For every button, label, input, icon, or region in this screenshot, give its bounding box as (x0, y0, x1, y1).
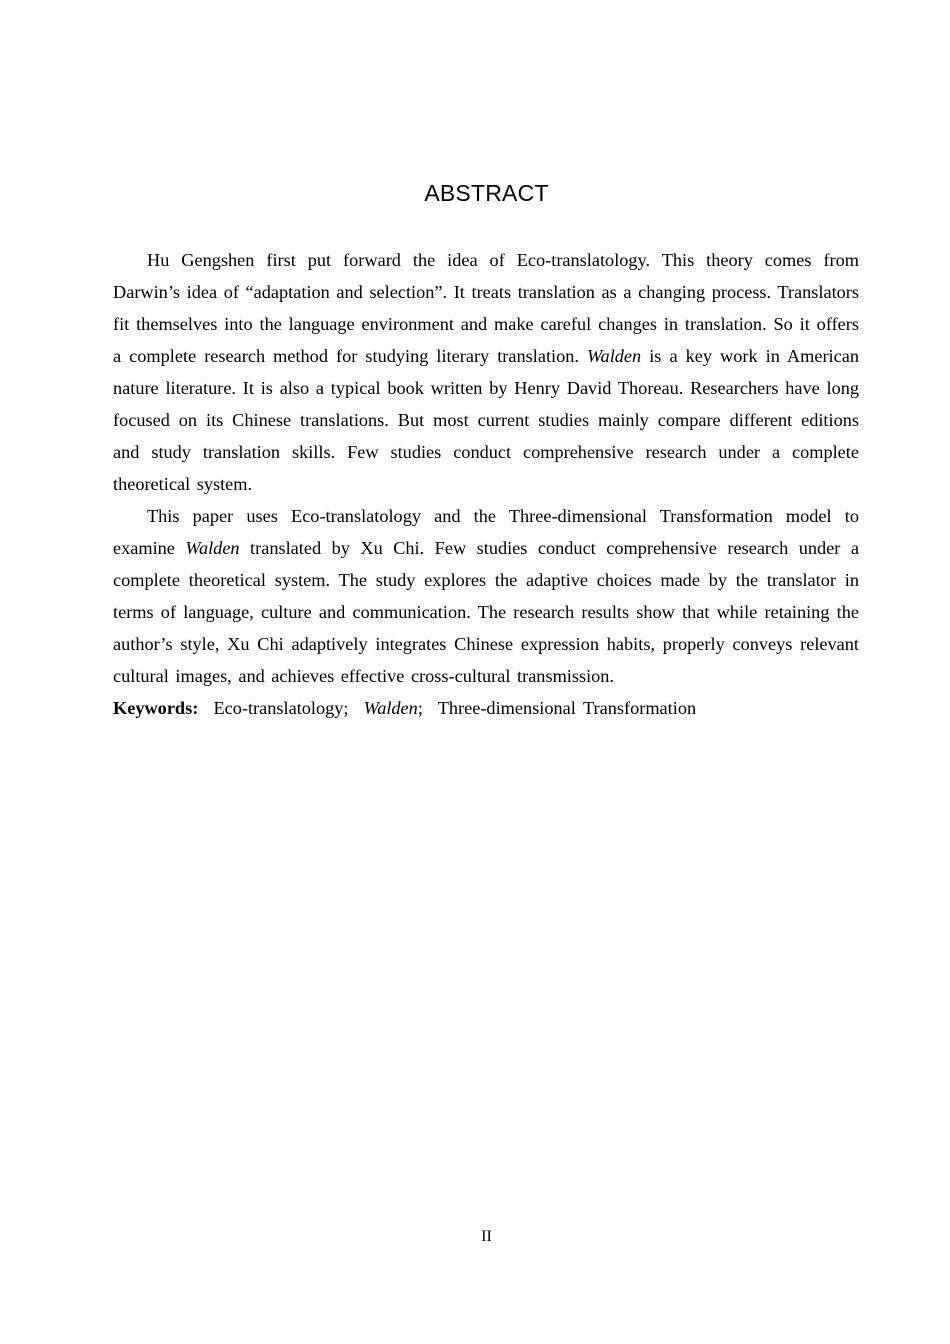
abstract-body (113, 244, 859, 724)
paragraph-2-text-a: This paper uses Eco-translatology and the Three-dimensional Transformation model to examine (113, 506, 859, 558)
keywords-line (113, 692, 859, 724)
abstract-paragraph-2 (113, 500, 859, 692)
paragraph-2-text-b: translated by Xu Chi. Few studies conduct comprehensive research under a complete theoretical system. The study explores the adaptive choices made by the translator in terms of language, culture and communication. The research results show that while retaining the author’s style, Xu Chi adaptively integrates Chinese expression habits, properly conveys relevant cultural images, and achieves effective cross-cultural transmission. (113, 538, 859, 686)
paragraph-1-book-title: Walden (587, 346, 642, 366)
paragraph-1-text-a: Hu Gengshen first put forward the idea of Eco-translatology. This theory comes from Darwin’s idea of “adaptation and selection”. It treats translation as a changing process. Translators fit themselves into the language environment and make careful changes in translation. So it offers a complete research method for studying literary translation. (113, 250, 859, 366)
page-title: ABSTRACT (424, 180, 549, 206)
keyword-2-separator: ; (417, 698, 423, 718)
keyword-2: Walden (363, 698, 418, 718)
keywords-label: Keywords: (113, 698, 199, 718)
paragraph-1-text-b: is a key work in American nature literature. It is also a typical book written by Henry David Thoreau. Researchers have long focused on its Chinese translations. But most current studies mainly compare different editions and study translation skills. Few studies conduct comprehensive research under a complete theoretical system. (113, 346, 859, 494)
abstract-paragraph-1 (113, 244, 859, 500)
keyword-1: Eco-translatology; (213, 698, 349, 718)
page-number: II (481, 1228, 492, 1245)
keyword-3: Three-dimensional Transformation (437, 698, 697, 718)
paragraph-2-book-title: Walden (185, 538, 240, 558)
